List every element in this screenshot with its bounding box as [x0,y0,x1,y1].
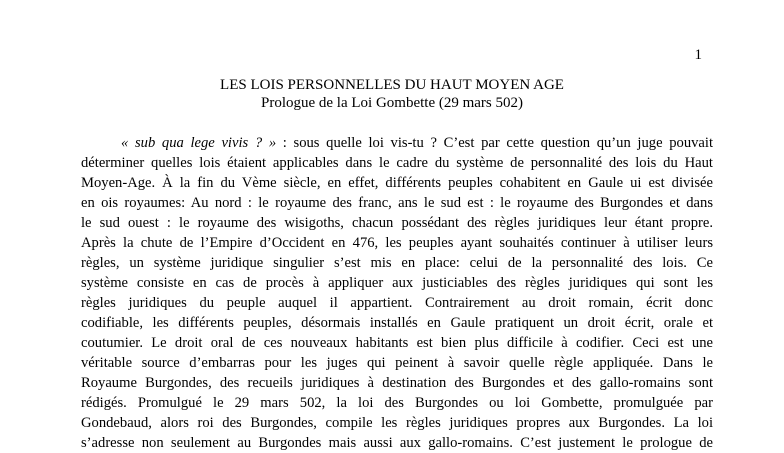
paragraph-line: système consiste en cas de procès à appliquer aux justiciables des règles juridiques qui sont les [81,275,713,291]
first-line-text: : sous quelle loi vis-tu ? C’est par cette question qu’un juge pouvait [282,135,713,151]
paragraph-line: Moyen-Age. À la fin du Vème siècle, en effet, différents peuples cohabitent en Gaule ui est divisée [81,175,713,191]
paragraph-line: règles, un système juridique singulier s’est mis en place: celui de la personnalité des lois. Ce [81,255,713,271]
body-paragraph [81,133,713,453]
paragraph-line: coutumier. Le droit oral de ces nouveaux habitants est bien plus difficile à codifier. Ceci est une [81,335,713,351]
paragraph-line: rédigés. Promulgué le 29 mars 502, la loi des Burgondes ou loi Gombette, promulguée par [81,395,713,411]
lead-quote: « sub qua lege vivis ? » [121,135,277,151]
document-subtitle: Prologue de la Loi Gombette (29 mars 502) [260,95,524,111]
paragraph-line: règles juridiques du peuple auquel il appartient. Contrairement au droit romain, écrit donc [81,295,713,311]
paragraph-line: le sud ouest : le royaume des wisigoths, chacun possédant des règles juridiques leur étant propre. [81,215,713,231]
page-number: 1 [694,47,702,63]
paragraph-line: Royaume Burgondes, des recueils juridiques à destination des Burgondes et des gallo-romains sont [81,375,713,391]
paragraph-line: en ois royaumes: Au nord : le royaume des franc, ans le sud est : le royaume des Burgondes et dans [81,195,713,211]
paragraph-line: Après la chute de l’Empire d’Occident en 476, les peuples ayant souhaités continuer à utiliser leurs [81,235,713,251]
document-title: LES LOIS PERSONNELLES DU HAUT MOYEN AGE [220,77,564,93]
paragraph-line: codifiable, les différents peuples, désormais installés en Gaule pratiquent un droit écrit, orale et [81,315,713,331]
paragraph-line: Gondebaud, alors roi des Burgondes, compile les règles juridiques propres aux Burgondes. La loi [81,415,713,431]
paragraph-line: s’adresse non seulement au Burgondes mais aussi aux gallo-romains. C’est justement le prologue de [81,435,713,451]
paragraph-line-first [81,133,713,153]
document-heading [0,76,784,112]
paragraph-line: déterminer quelles lois étaient applicables dans le cadre du système de personnalité des lois du Haut [81,155,713,171]
paragraph-line: véritable source d’embarras pour les juges qui peinent à savoir quelle règle appliquée. Dans le [81,355,713,371]
